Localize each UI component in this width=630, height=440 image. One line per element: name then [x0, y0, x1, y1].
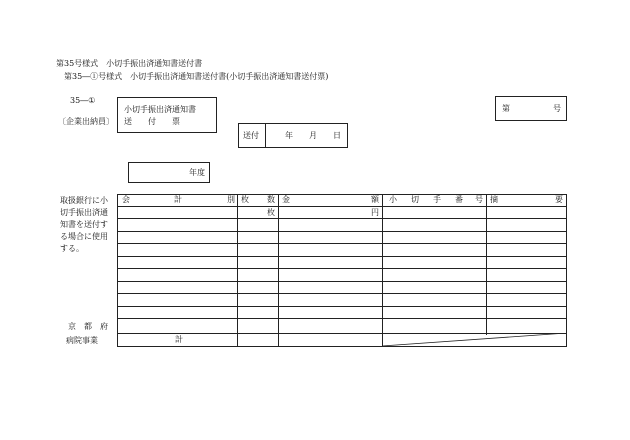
total-label: 計 [175, 335, 183, 344]
row-line [117, 256, 567, 257]
header-count-2: 数 [267, 195, 275, 204]
header-cheque-2: 切 [411, 195, 419, 204]
row-line [117, 218, 567, 219]
form-title: 第35号様式 小切手振出済通知書送付書 [56, 59, 203, 68]
header-cheque-1: 小 [389, 195, 397, 204]
header-account-2: 計 [174, 195, 182, 204]
row-line [117, 306, 567, 307]
issuer-line-2: 病院事業 [66, 336, 98, 345]
applies-to: 〔企業出納員〕 [58, 117, 114, 126]
header-cheque-3: 手 [433, 195, 441, 204]
row-line [117, 243, 567, 244]
unit-amount: 円 [371, 208, 379, 217]
send-label: 送付 [243, 131, 259, 140]
fiscal-year-label: 年度 [189, 168, 205, 177]
side-note-line: する。 [60, 244, 84, 253]
number-box [495, 96, 567, 121]
header-amount-1: 金 [282, 195, 290, 204]
side-note-line: る場合に使用 [60, 232, 108, 241]
form-code: 35―① [70, 96, 96, 105]
header-count-1: 枚 [241, 195, 249, 204]
form-subtitle: 第35―①号様式 小切手振出済通知書送付書(小切手振出済通知書送付票) [64, 72, 329, 81]
col-line [486, 194, 487, 335]
unit-count: 枚 [267, 208, 275, 217]
col-line [278, 194, 279, 347]
cheque-table [117, 194, 567, 347]
table-border [117, 194, 567, 347]
side-note-line: 切手振出済通 [60, 208, 108, 217]
side-note-line: 取扱銀行に小 [60, 196, 108, 205]
send-date: 年 月 日 [285, 131, 341, 140]
issuer-line-1: 京 都 府 [68, 322, 108, 331]
row-line [117, 281, 567, 282]
total-diagonal [382, 333, 567, 347]
row-line [117, 268, 567, 269]
header-remarks-2: 要 [555, 195, 563, 204]
header-amount-2: 額 [371, 195, 379, 204]
side-note-line: 知書を送付す [60, 220, 108, 229]
row-line [117, 231, 567, 232]
header-remarks-1: 摘 [490, 195, 498, 204]
send-box [238, 123, 348, 148]
fiscal-year-box [128, 162, 210, 183]
title-box [117, 97, 217, 133]
header-cheque-5: 号 [475, 195, 483, 204]
row-line [117, 206, 567, 207]
title-line-1: 小切手振出済通知書 [124, 105, 196, 114]
side-note [60, 195, 116, 255]
number-label: 第 [502, 104, 510, 113]
header-cheque-4: 番 [455, 195, 463, 204]
send-divider [265, 124, 266, 147]
col-line [382, 194, 383, 347]
row-line [117, 318, 567, 319]
row-line [117, 293, 567, 294]
header-account-1: 会 [122, 195, 130, 204]
number-suffix: 号 [553, 104, 561, 113]
title-line-2: 送 付 票 [124, 117, 180, 126]
col-line [237, 194, 238, 347]
header-account-3: 別 [227, 195, 235, 204]
